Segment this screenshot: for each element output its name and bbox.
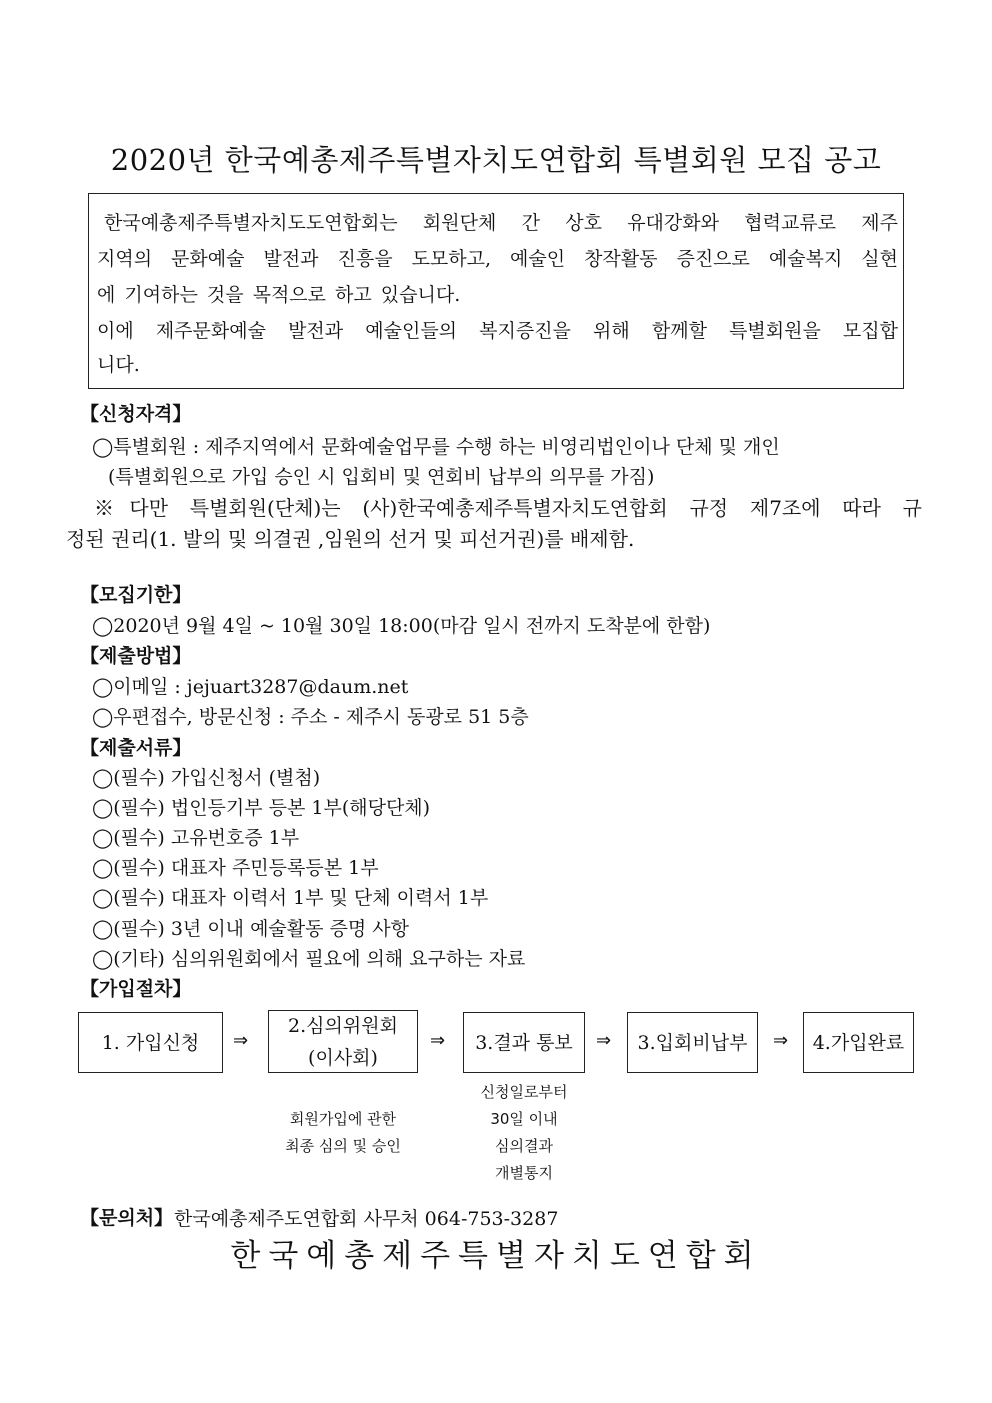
intro-line-5: 니다. bbox=[97, 354, 140, 376]
intro-line-2: 지역의 문화예술 발전과 진흥을 도모하고, 예술인 창작활동 증진으로 예술복지 실현 bbox=[97, 248, 898, 270]
procedure-notice-note bbox=[458, 1079, 590, 1187]
note-line: 심의결과 bbox=[495, 1137, 553, 1155]
procedure-heading: 【가입절차】 bbox=[80, 978, 192, 1000]
document-item: ◯(필수) 대표자 주민등록등본 1부 bbox=[92, 857, 379, 879]
contact-text: 한국예총제주도연합회 사무처 064-753-3287 bbox=[174, 1208, 559, 1230]
intro-line-4: 이에 제주문화예술 발전과 예술인들의 복지증진을 위해 함께할 특별회원을 모집합 bbox=[97, 320, 898, 342]
method-email: ◯이메일 : jejuart3287@daum.net bbox=[92, 676, 409, 698]
procedure-step-payment bbox=[627, 1012, 758, 1073]
procedure-review-note bbox=[268, 1106, 418, 1160]
qualification-item: ◯특별회원 : 제주지역에서 문화예술업무를 수행 하는 비영리법인이나 단체 및 개인 bbox=[92, 436, 780, 458]
method-heading: 【제출방법】 bbox=[80, 645, 192, 667]
procedure-step-payment-label: 3.입회비납부 bbox=[637, 1031, 748, 1054]
procedure-step-complete-label: 4.가입완료 bbox=[812, 1031, 905, 1054]
procedure-step-notice-label: 3.결과 통보 bbox=[475, 1031, 573, 1054]
documents-heading: 【제출서류】 bbox=[80, 737, 192, 759]
page-title: 2020년 한국예총제주특별자치도연합회 특별회원 모집 공고 bbox=[110, 143, 882, 177]
period-text: ◯2020년 9월 4일 ~ 10월 30일 18:00(마감 일시 전까지 도착분에 한함) bbox=[92, 615, 711, 637]
note-line: 30일 이내 bbox=[490, 1110, 558, 1128]
arrow-icon: ⇒ bbox=[430, 1030, 446, 1051]
contact-heading: 【문의처】 bbox=[80, 1207, 174, 1229]
note-line: 회원가입에 관한 bbox=[289, 1110, 397, 1128]
qualification-notice-line-1: ※다만 특별회원(단체)는 (사)한국예총제주특별자치도연합회 규정 제7조에 따라 규 bbox=[94, 496, 922, 520]
procedure-step-complete bbox=[803, 1012, 914, 1073]
document-item: ◯(필수) 고유번호증 1부 bbox=[92, 827, 300, 849]
document-item: ◯(필수) 3년 이내 예술활동 증명 사항 bbox=[92, 918, 409, 940]
procedure-step-review bbox=[268, 1010, 418, 1073]
note-line: 최종 심의 및 승인 bbox=[285, 1137, 401, 1155]
document-item: ◯(기타) 심의위원회에서 필요에 의해 요구하는 자료 bbox=[92, 948, 526, 970]
procedure-step-apply bbox=[78, 1012, 223, 1073]
qualification-heading: 【신청자격】 bbox=[80, 403, 192, 425]
qualification-note: (특별회원으로 가입 승인 시 입회비 및 연회비 납부의 의무를 가짐) bbox=[108, 466, 655, 488]
qualification-notice-line-2: 정된 권리(1. 발의 및 의결권 ,임원의 선거 및 피선거권)를 배제함. bbox=[66, 527, 635, 551]
arrow-icon: ⇒ bbox=[596, 1030, 612, 1051]
procedure-step-notice bbox=[463, 1012, 585, 1073]
organization-signature: 한국예총제주특별자치도연합회 bbox=[230, 1238, 762, 1274]
intro-line-1: 한국예총제주특별자치도도연합회는 회원단체 간 상호 유대강화와 협력교류로 제주 bbox=[104, 212, 898, 234]
arrow-icon: ⇒ bbox=[233, 1030, 249, 1051]
document-item: ◯(필수) 가입신청서 (별첨) bbox=[92, 767, 321, 789]
intro-line-3: 에 기여하는 것을 목적으로 하고 있습니다. bbox=[97, 284, 461, 306]
document-item: ◯(필수) 법인등기부 등본 1부(해당단체) bbox=[92, 797, 431, 819]
procedure-step-apply-label: 1. 가입신청 bbox=[101, 1031, 200, 1054]
procedure-step-review-label: 2.심의위원회 bbox=[288, 1014, 398, 1037]
period-heading: 【모집기한】 bbox=[80, 584, 192, 606]
method-post: ◯우편접수, 방문신청 : 주소 - 제주시 동광로 51 5층 bbox=[92, 706, 529, 728]
procedure-step-review-sublabel: (이사회) bbox=[308, 1046, 378, 1069]
note-line: 신청일로부터 bbox=[480, 1083, 568, 1101]
document-item: ◯(필수) 대표자 이력서 1부 및 단체 이력서 1부 bbox=[92, 887, 489, 909]
note-line: 개별통지 bbox=[495, 1164, 553, 1182]
arrow-icon: ⇒ bbox=[773, 1030, 789, 1051]
